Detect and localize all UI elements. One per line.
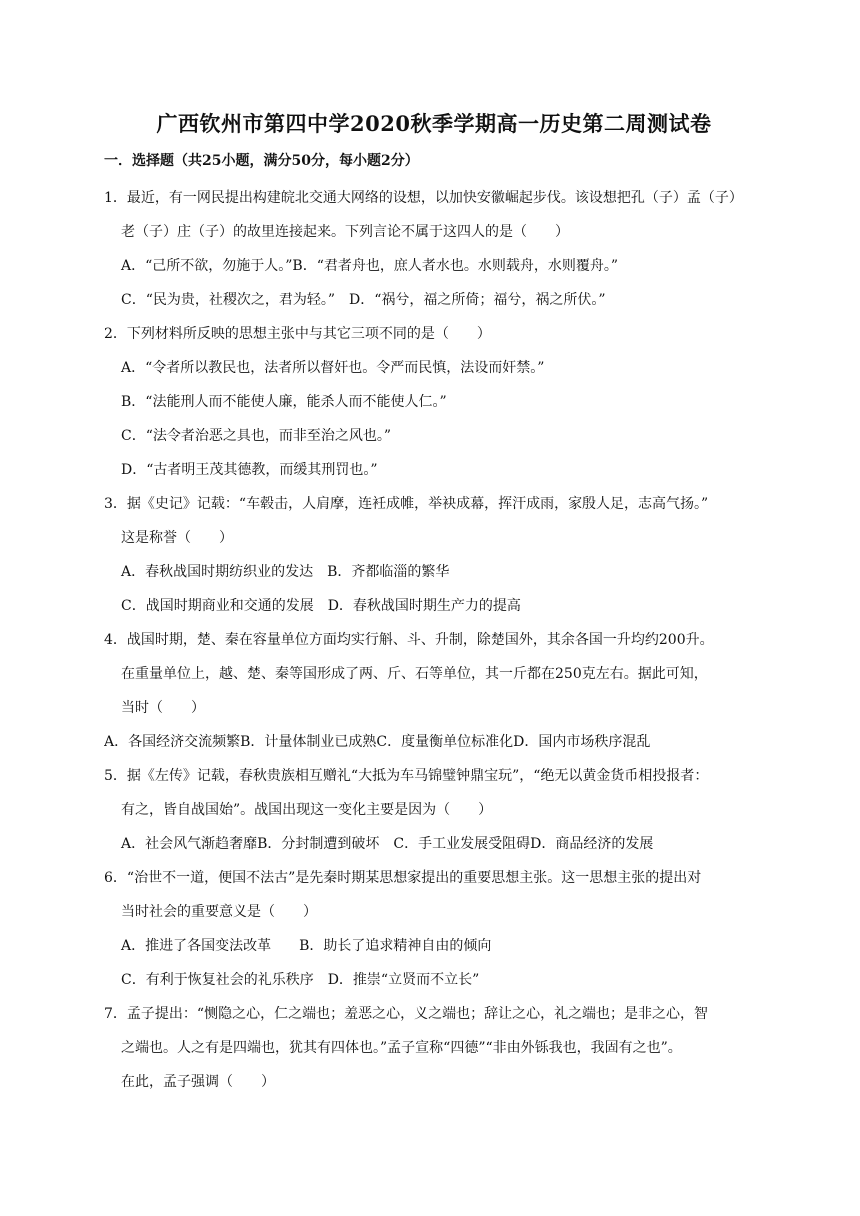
question-stem-continued: 在此，孟子强调（ ） (121, 1074, 275, 1090)
answer-options-line: C．“法令者治恶之具也，而非至治之风也。” (121, 428, 392, 444)
question-7 (104, 997, 764, 1099)
answer-options-line: A．各国经济交流频繁B．计量体制业已成熟C．度量衡单位标准化D．国内市场秩序混乱 (104, 734, 651, 750)
question-stem-continued: 在重量单位上，越、楚、秦等国形成了两、斤、石等单位，其一斤都在250克左右。据此可知， (121, 666, 708, 682)
answer-options-line: A．推进了各国变法改革 B．助长了追求精神自由的倾向 (121, 938, 492, 954)
question-stem: 4．战国时期，楚、秦在容量单位方面均实行斛、斗、升制，除楚国外，其余各国一升均约200升。 (104, 632, 714, 648)
question-5 (104, 759, 764, 861)
question-stem-continued: 当时社会的重要意义是（ ） (121, 904, 317, 920)
answer-options-line: A．“己所不欲，勿施于人。”B．“君者舟也，庶人者水也。水则载舟，水则覆舟。” (121, 258, 619, 274)
answer-options-line: D．“古者明王茂其德教，而缓其刑罚也。” (121, 462, 378, 478)
question-stem: 6．“治世不一道，便国不法古”是先秦时期某思想家提出的重要思想主张。这一思想主张的提出对 (104, 870, 702, 886)
section-heading: 一．选择题（共25小题，满分50分，每小题2分） (104, 153, 419, 169)
question-stem-continued: 当时（ ） (121, 700, 205, 716)
answer-options-line: A．春秋战国时期纺织业的发达 B．齐都临淄的繁华 (121, 564, 450, 580)
question-stem: 2．下列材料所反映的思想主张中与其它三项不同的是（ ） (104, 326, 491, 342)
answer-options-line: C．“民为贵，社稷次之，君为轻。” D．“祸兮，福之所倚；福兮，祸之所伏。” (121, 292, 606, 308)
question-stem-continued: 有之，皆自战国始”。战国出现这一变化主要是因为（ ） (121, 802, 493, 818)
exam-title: 广西钦州市第四中学2020秋季学期高一历史第二周测试卷 (156, 111, 712, 136)
question-2 (104, 317, 764, 487)
question-stem: 3．据《史记》记载：“车毂击，人肩摩，连衽成帷，举袂成幕，挥汗成雨，家殷人足，志高气扬。” (104, 496, 709, 512)
question-stem: 7．孟子提出：“恻隐之心，仁之端也；羞恶之心，义之端也；辞让之心，礼之端也；是非之心，智 (104, 1006, 709, 1022)
question-stem: 1．最近，有一网民提出构建皖北交通大网络的设想，以加快安徽崛起步伐。该设想把孔（子）孟（子） (104, 190, 743, 206)
question-list (104, 181, 764, 1099)
answer-options-line: C．战国时期商业和交通的发展 D．春秋战国时期生产力的提高 (121, 598, 521, 614)
question-stem-continued: 之端也。人之有是四端也，犹其有四体也。”孟子宣称“四德”“非由外铄我也，我固有之也”。 (121, 1040, 682, 1056)
question-stem: 5．据《左传》记载，春秋贵族相互赠礼“大抵为车马锦璧钟鼎宝玩”，“绝无以黄金货币相投报者： (104, 768, 709, 784)
question-6 (104, 861, 764, 997)
answer-options-line: B．“法能刑人而不能使人廉，能杀人而不能使人仁。” (121, 394, 447, 410)
answer-options-line: A．社会风气渐趋奢靡B．分封制遭到破坏 C．手工业发展受阻碍D．商品经济的发展 (121, 836, 654, 852)
question-1 (104, 181, 764, 317)
question-4 (104, 623, 764, 759)
answer-options-line: C．有利于恢复社会的礼乐秩序 D．推崇“立贤而不立长” (121, 972, 480, 988)
question-3 (104, 487, 764, 623)
question-stem-continued: 这是称誉（ ） (121, 530, 233, 546)
question-stem-continued: 老（子）庄（子）的故里连接起来。下列言论不属于这四人的是（ ） (121, 224, 569, 240)
answer-options-line: A．“令者所以教民也，法者所以督奸也。令严而民慎，法设而奸禁。” (121, 360, 545, 376)
